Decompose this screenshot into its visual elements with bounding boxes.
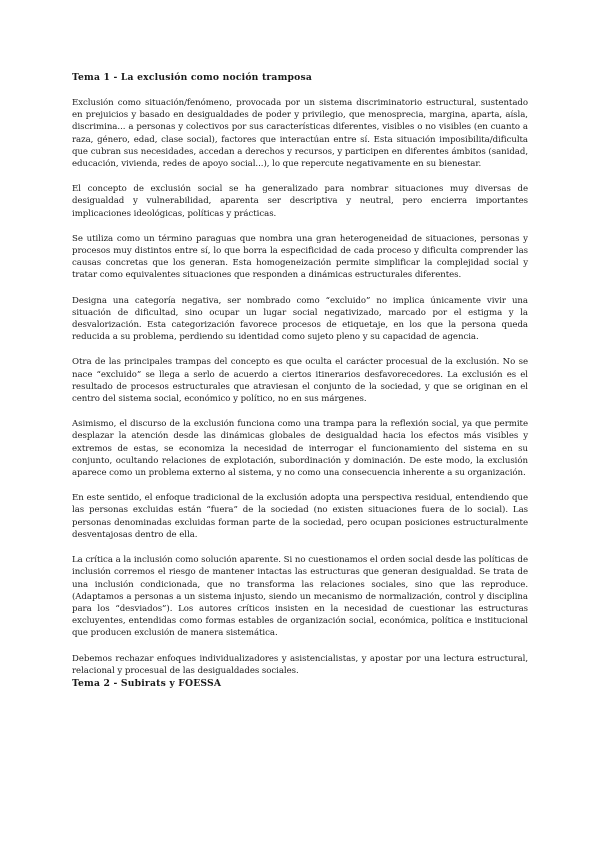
paragraph-6: Asimismo, el discurso de la exclusión funciona como una trampa para la reflexión social, ya que permite desplazar la atención desde las dinámicas globales de desigualdad hacia los efectos más visibles y extremos de estas, se economiza la necesidad de interrogar el funcionamiento del sistema en su conjunto, ocultando relaciones de explotación, subordinación y dominación. De este modo, la exclusión aparece como un problema externo al sistema, y no como una consecuencia inherente a su organización. <box>72 419 528 479</box>
paragraph-5: Otra de las principales trampas del concepto es que oculta el carácter procesual de la exclusión. No se nace “excluido” se llega a serlo de acuerdo a ciertos itinerarios desfavorecedores. La exclusión es el resultado de procesos estructurales que atraviesan el conjunto de la sociedad, y que se originan en el centro del sistema social, económico y político, no en sus márgenes. <box>72 357 528 405</box>
paragraph-2: El concepto de exclusión social se ha generalizado para nombrar situaciones muy diversas de desigualdad y vulnerabilidad, aparenta ser descriptiva y neutral, pero encierra importantes implicaciones ideológicas, políticas y prácticas. <box>72 184 528 219</box>
paragraph-3: Se utiliza como un término paraguas que nombra una gran heterogeneidad de situaciones, personas y procesos muy distintos entre sí, lo que borra la especificidad de cada proceso y dificulta comprender las causas concretas que los generan. Esta homogeneización permite simplificar la complejidad social y tratar como equivalentes situaciones que responden a dinámicas estructurales diferentes. <box>72 233 528 281</box>
topic-1-title: Tema 1 - La exclusión como noción tramposa <box>72 72 312 83</box>
paragraph-1: Exclusión como situación/fenómeno, provocada por un sistema discriminatorio estructural, sustentado en prejuicios y basado en desigualdades de poder y privilegio, que menosprecia, margina, aparta, aísla, discrimina... a personas y colectivos por sus características diferentes, visibles o no visibles (en cuanto a raza, género, edad, clase social), factores que interactúan entre sí. Esta situación imposibilita/dificulta que cubran sus necesidades, accedan a derechos y recursos, y participen en diferentes ámbitos (sanidad, educación, vivienda, redes de apoyo social...), lo que repercute negativamente en su bienestar. <box>72 98 528 170</box>
paragraph-8: La crítica a la inclusión como solución aparente. Si no cuestionamos el orden social desde las políticas de inclusión corremos el riesgo de mantener intactas las estructuras que generan desigualdad. Se trata de una inclusión condicionada, que no transforma las relaciones sociales, sino que las reproduce. (Adaptamos a personas a un sistema injusto, siendo un mecanismo de normalización, control y disciplina para los “desviados”). Los autores críticos insisten en la necesidad de cuestionar las estructuras excluyentes, entendidas como formas estables de organización social, económica, política e institucional que producen exclusión de manera sistemática. <box>72 555 528 639</box>
paragraph-4: Designa una categoría negativa, ser nombrado como “excluido” no implica únicamente vivir una situación de dificultad, sino ocupar un lugar social negativizado, marcado por el estigma y la desvalorización. Esta categorización favorece procesos de etiquetaje, en los que la persona queda reducida a su problema, perdiendo su identidad como sujeto pleno y su capacidad de agencia. <box>72 295 528 343</box>
topic-2-title: Tema 2 - Subirats y FOESSA <box>72 677 222 689</box>
paragraph-9: Debemos rechazar enfoques individualizadores y asistencialistas, y apostar por una lectura estructural, relacional y procesual de las desigualdades sociales. <box>72 653 528 676</box>
paragraph-7: En este sentido, el enfoque tradicional de la exclusión adopta una perspectiva residual, entendiendo que las personas excluidas están “fuera” de la sociedad (no existen situaciones fuera de lo social). Las personas denominadas excluidas forman parte de la sociedad, pero ocupan posiciones estructuralmente desventajosas dentro de ella. <box>72 493 528 540</box>
